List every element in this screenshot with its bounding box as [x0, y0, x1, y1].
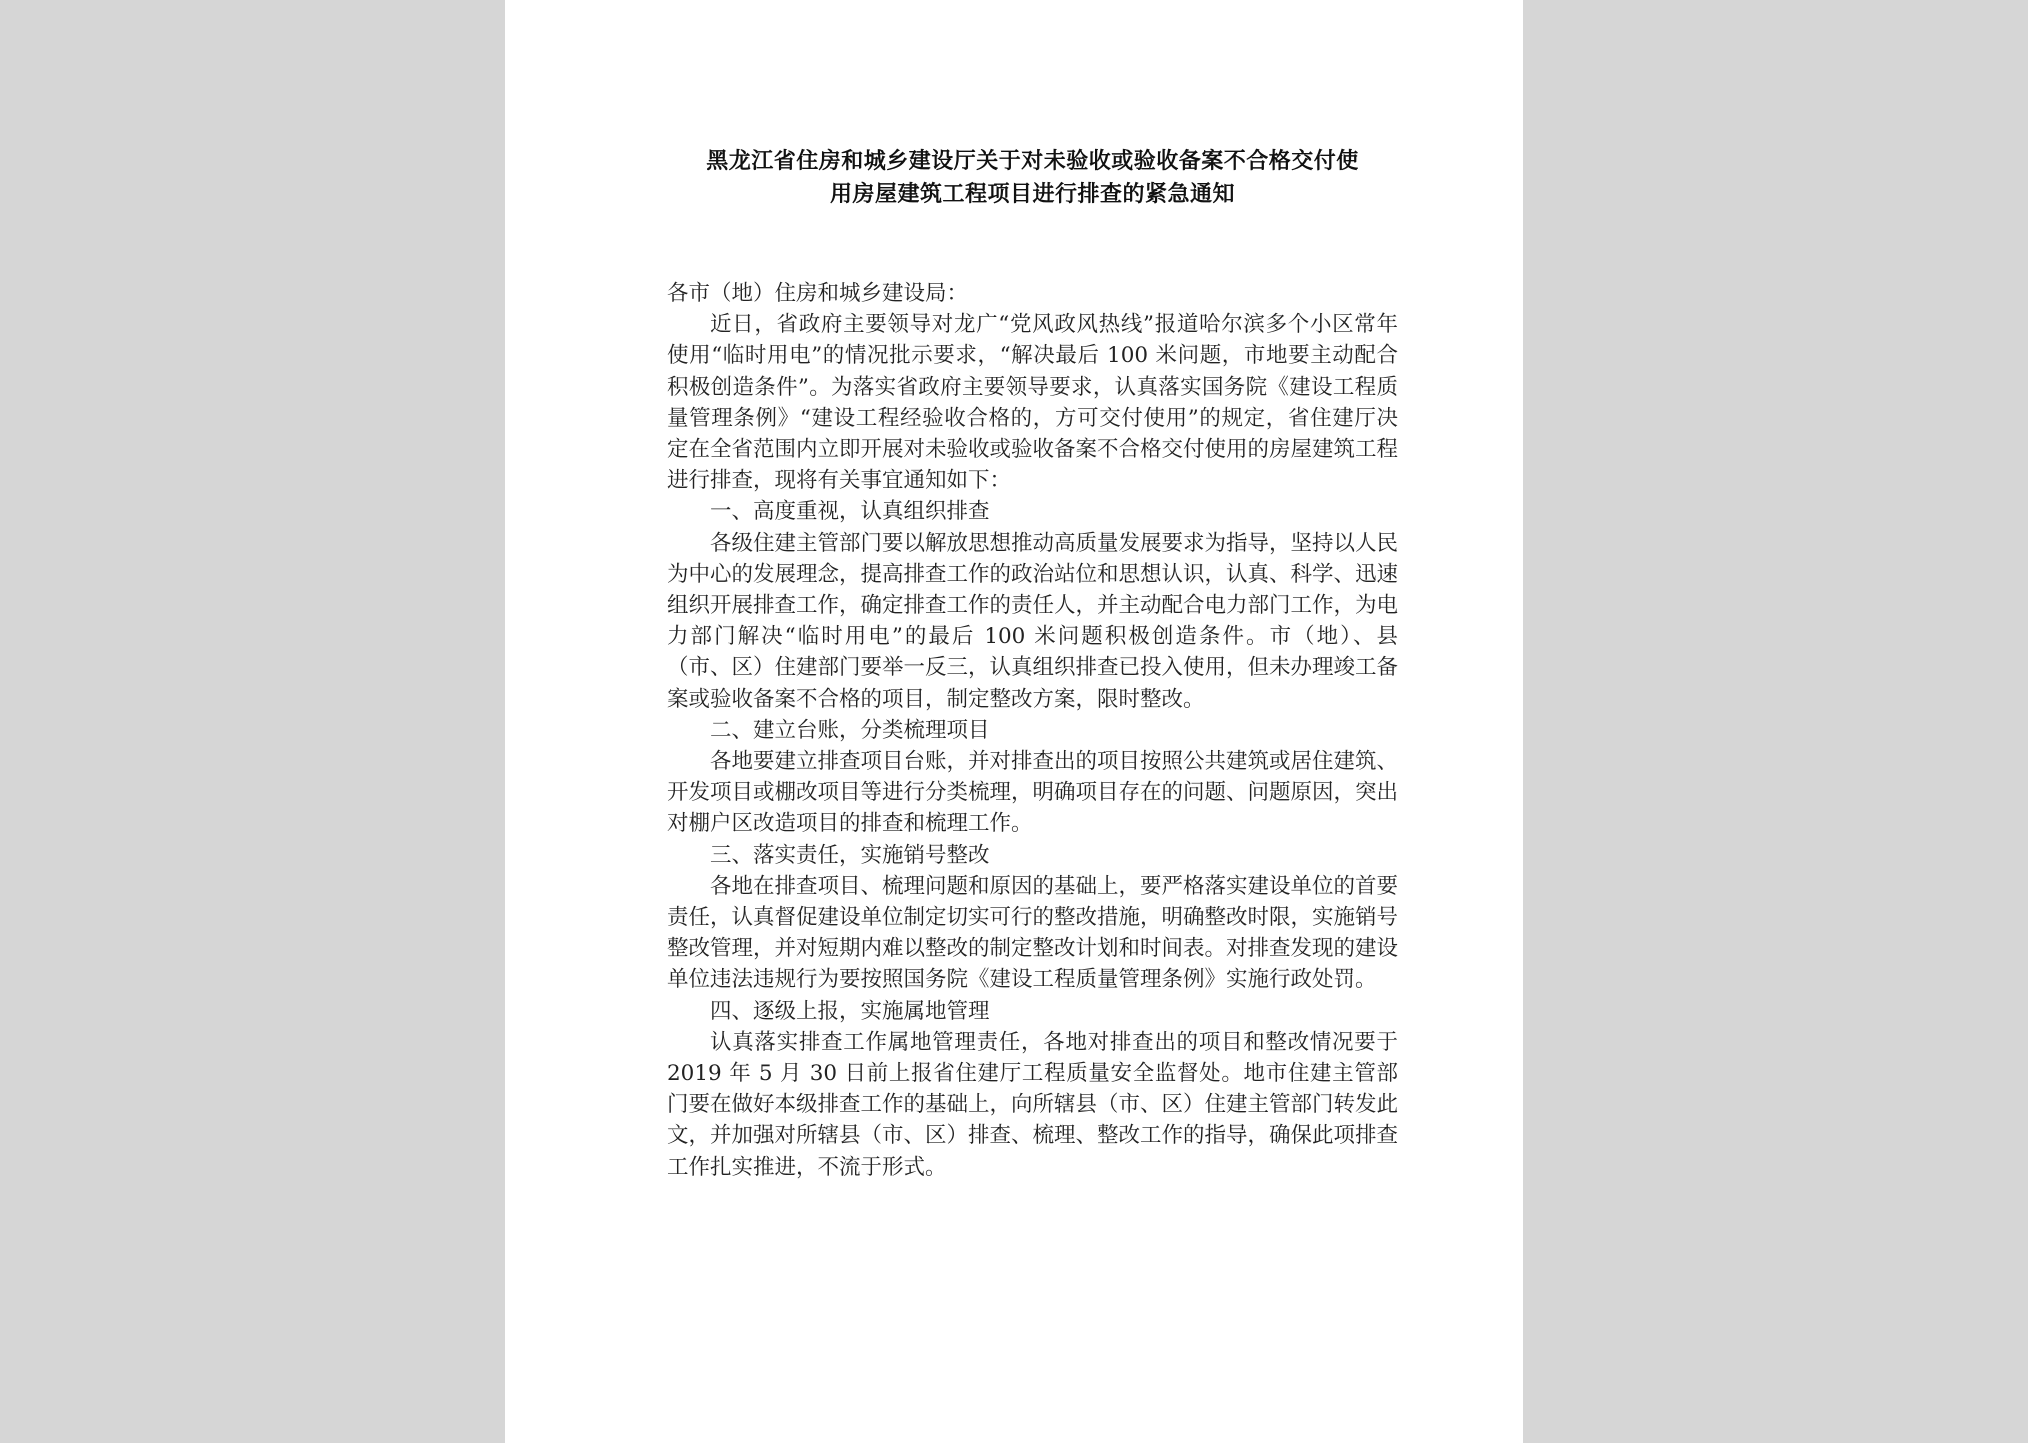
section-heading-3: 三、落实责任，实施销号整改 — [710, 842, 990, 868]
intro-paragraph: 近日，省政府主要领导对龙广“党风政风热线”报道哈尔滨多个小区常年使用“临时用电”的情况批示要求，“解决最后 100 米问题，市地要主动配合积极创造条件”。为落实省政府主要领导要求，认真落实国务院《建设工程质量管理条例》“建设工程经验收合格的，方可交付使用”的规定，省住建厅决定在全省范围内立即开展对未验收或验收备案不合格交付使用的房屋建筑工程进行排查，现将有关事宜通知如下： — [667, 312, 1399, 494]
document-title-line-1: 黑龙江省住房和城乡建设厅关于对未验收或验收备案不合格交付使 — [706, 149, 1359, 174]
section-heading-1: 一、高度重视，认真组织排查 — [710, 499, 990, 525]
salutation: 各市（地）住房和城乡建设局： — [667, 281, 969, 306]
document-body — [667, 278, 1398, 1183]
document-title-line-2: 用房屋建筑工程项目进行排查的紧急通知 — [829, 182, 1235, 207]
section-paragraph-4: 认真落实排查工作属地管理责任，各地对排查出的项目和整改情况要于 2019 年 5 月 30 日前上报省住建厅工程质量安全监督处。地市住建主管部门要在做好本级排查工作的基础上，向所辖县（市、区）住建主管部门转发此文，并加强对所辖县（市、区）排查、梳理、整改工作的指导，确保此项排查工作扎实推进，不流于形式。 — [667, 1029, 1399, 1180]
section-paragraph-1: 各级住建主管部门要以解放思想推动高质量发展要求为指导，坚持以人民为中心的发展理念，提高排查工作的政治站位和思想认识，认真、科学、迅速组织开展排查工作，确定排查工作的责任人，并主动配合电力部门工作，为电力部门解决“临时用电”的最后 100 米问题积极创造条件。市（地）、县（市、区）住建部门要举一反三，认真组织排查已投入使用，但未办理竣工备案或验收备案不合格的项目，制定整改方案，限时整改。 — [667, 530, 1399, 712]
section-paragraph-3: 各地在排查项目、梳理问题和原因的基础上，要严格落实建设单位的首要责任，认真督促建设单位制定切实可行的整改措施，明确整改时限，实施销号整改管理，并对短期内难以整改的制定整改计划和时间表。对排查发现的建设单位违法违规行为要按照国务院《建设工程质量管理条例》实施行政处罚。 — [667, 873, 1399, 993]
document-page — [505, 0, 1523, 1443]
document-title — [667, 145, 1398, 211]
section-heading-4: 四、逐级上报，实施属地管理 — [710, 998, 990, 1024]
section-heading-2: 二、建立台账，分类梳理项目 — [710, 717, 990, 743]
section-paragraph-2: 各地要建立排查项目台账，并对排查出的项目按照公共建筑或居住建筑、开发项目或棚改项目等进行分类梳理，明确项目存在的问题、问题原因，突出对棚户区改造项目的排查和梳理工作。 — [667, 749, 1399, 837]
